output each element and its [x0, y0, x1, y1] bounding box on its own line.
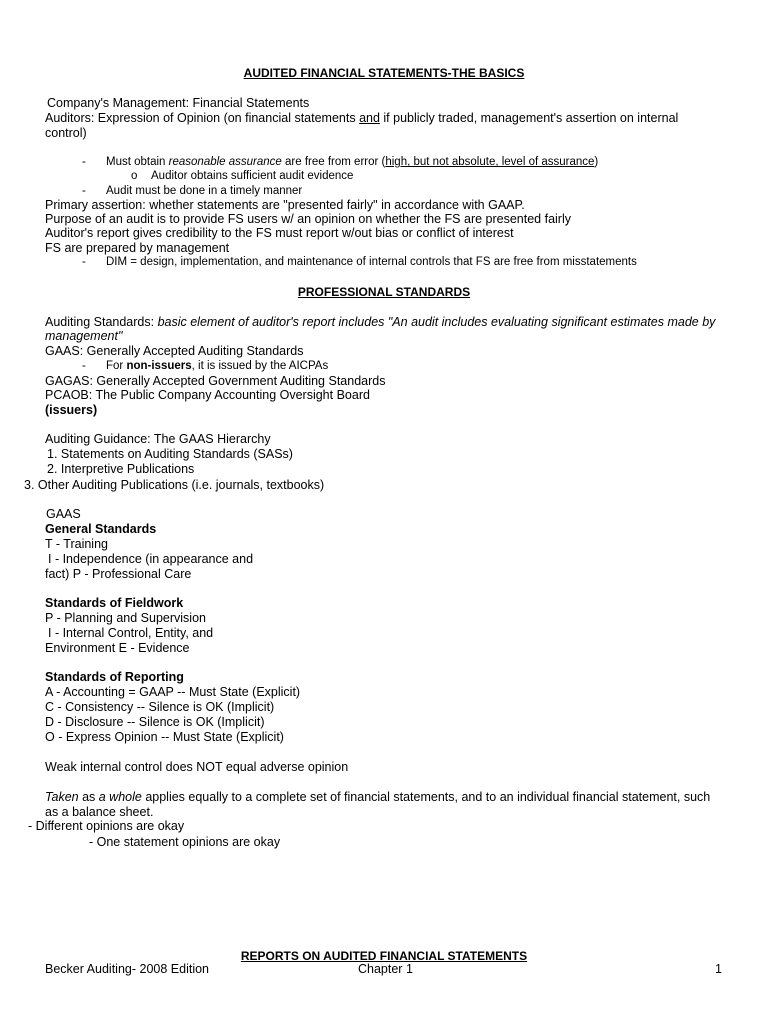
- fs-prepared: FS are prepared by management: [45, 241, 230, 255]
- auditors-line: Auditors: Expression of Opinion (on financial statements and if publicly traded, management's assertion on internal: [45, 111, 679, 125]
- bullet-dash: -: [82, 360, 86, 372]
- footer-edition: Becker Auditing- 2008 Edition: [45, 962, 209, 976]
- assurance-bullet: Must obtain reasonable assurance are free from error (high, but not absolute, level of assurance): [106, 156, 599, 168]
- taken-as-whole-cont: as a balance sheet.: [45, 805, 154, 819]
- hierarchy-item-3: 3. Other Auditing Publications (i.e. journals, textbooks): [24, 478, 325, 492]
- gagas-definition: GAGAS: Generally Accepted Government Auditing Standards: [45, 374, 386, 388]
- bullet-dash: -: [82, 156, 86, 168]
- auditors-line-cont: control): [45, 126, 87, 140]
- audit-purpose: Purpose of an audit is to provide FS users w/ an opinion on whether the FS are presented fairly: [45, 212, 571, 226]
- standard-evidence: Environment E - Evidence: [45, 641, 190, 655]
- page-title: AUDITED FINANCIAL STATEMENTS-THE BASICS: [243, 66, 525, 80]
- fieldwork-heading: Standards of Fieldwork: [45, 596, 184, 610]
- bullet-dash: -: [82, 256, 86, 268]
- standard-opinion: O - Express Opinion -- Must State (Explicit): [45, 730, 284, 744]
- gaas-definition: GAAS: Generally Accepted Auditing Standards: [45, 344, 304, 358]
- next-section-heading: REPORTS ON AUDITED FINANCIAL STATEMENTS: [240, 949, 528, 963]
- gaas-label: GAAS: [46, 507, 81, 521]
- standard-disclosure: D - Disclosure -- Silence is OK (Implicit): [45, 715, 265, 729]
- standard-accounting: A - Accounting = GAAP -- Must State (Explicit): [45, 685, 301, 699]
- standard-training: T - Training: [45, 537, 108, 551]
- standard-consistency: C - Consistency -- Silence is OK (Implicit): [45, 700, 275, 714]
- dim-bullet: DIM = design, implementation, and maintenance of internal controls that FS are free from misstatements: [106, 256, 637, 268]
- report-credibility: Auditor's report gives credibility to the FS must report w/out bias or conflict of interest: [45, 226, 514, 240]
- auditing-standards-line-cont: management": [45, 329, 123, 343]
- issuers-label: (issuers): [45, 403, 98, 417]
- hierarchy-item-2: 2. Interpretive Publications: [47, 462, 195, 476]
- hierarchy-item-1: 1. Statements on Auditing Standards (SASs): [47, 447, 293, 461]
- evidence-sub-bullet: Auditor obtains sufficient audit evidence: [151, 170, 354, 182]
- standard-independence: I - Independence (in appearance and: [48, 552, 254, 566]
- sub-bullet-marker: o: [131, 170, 138, 182]
- standard-planning: P - Planning and Supervision: [45, 611, 206, 625]
- footer-chapter: Chapter 1: [358, 962, 413, 976]
- non-issuers-bullet: For non-issuers, it is issued by the AICPAs: [106, 360, 329, 372]
- footer-page-number: 1: [715, 962, 722, 976]
- weak-control-note: Weak internal control does NOT equal adverse opinion: [45, 760, 349, 774]
- taken-as-whole-line: Taken as a whole applies equally to a complete set of financial statements, and to an individual financial statement, such: [45, 790, 711, 804]
- pcaob-definition: PCAOB: The Public Company Accounting Oversight Board: [45, 388, 370, 402]
- bullet-dash: -: [82, 185, 86, 197]
- auditing-guidance: Auditing Guidance: The GAAS Hierarchy: [45, 432, 271, 446]
- primary-assertion: Primary assertion: whether statements are "presented fairly" in accordance with GAAP.: [45, 198, 525, 212]
- standard-internal-control: I - Internal Control, Entity, and: [48, 626, 214, 640]
- general-standards-heading: General Standards: [45, 522, 157, 536]
- standard-professional-care: fact) P - Professional Care: [45, 567, 192, 581]
- professional-standards-heading: PROFESSIONAL STANDARDS: [297, 285, 471, 299]
- auditing-standards-line: Auditing Standards: basic element of auditor's report includes "An audit includes evaluating significant estimates made by: [45, 315, 716, 329]
- reporting-heading: Standards of Reporting: [45, 670, 184, 684]
- timely-bullet: Audit must be done in a timely manner: [106, 185, 303, 197]
- one-statement-note: - One statement opinions are okay: [89, 835, 281, 849]
- different-opinions-note: - Different opinions are okay: [28, 819, 185, 833]
- mgmt-line: Company's Management: Financial Statements: [47, 96, 310, 110]
